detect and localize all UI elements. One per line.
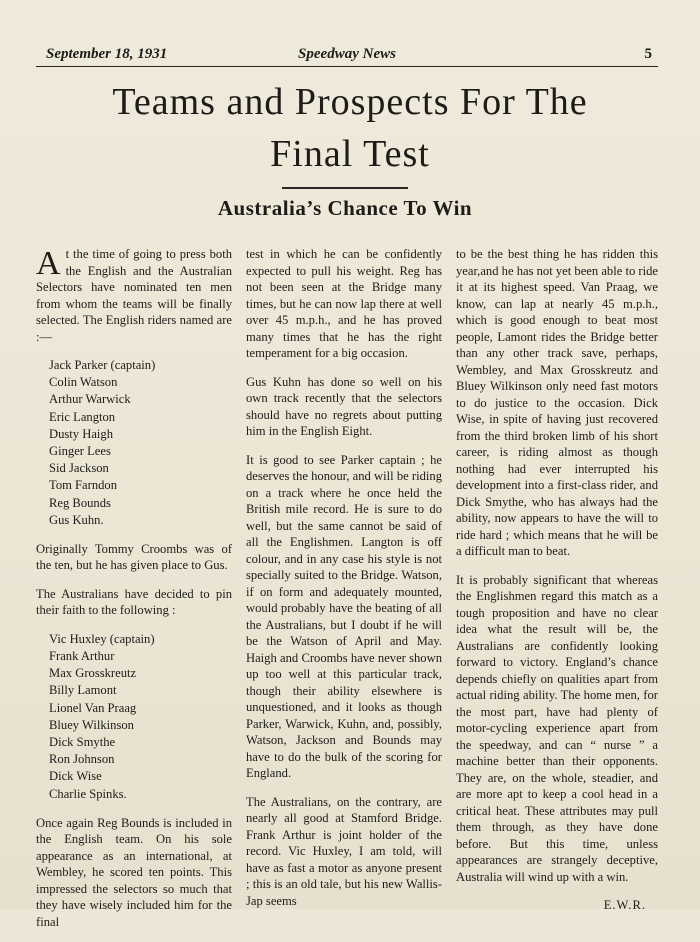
paragraph: The Australians have decided to pin their faith to the following : — [36, 586, 232, 618]
rider-name: Max Grosskreutz — [49, 666, 137, 681]
issue-date: September 18, 1931 — [46, 46, 168, 62]
rider-name: Gus Kuhn. — [49, 512, 104, 527]
title-divider — [282, 187, 408, 189]
rider-name: Billy Lamont — [49, 683, 117, 698]
rider-name: Dick Wise — [49, 769, 102, 784]
rider-name: Dusty Haigh — [49, 426, 114, 441]
rider-name: Tom Farndon — [49, 478, 118, 493]
article-title — [20, 76, 680, 180]
paragraph: It is good to see Parker captain ; he deserves the honour, and will be riding on a track where he once held the British mile record. He is sure to do well, but the same cannot be said of all the Englishmen. Langton is off colour, and in any case his style is not specially suited to the Bridge. Watson, if on form and adequately mounted, would probably have the beating of all the Australians, but I doubt if he will be the Watson of April and May. Haigh and Croombs have never shown up too well at this particular track, though their ability elsewhere is unquestioned, and it looks as though Parker, Warwick, Kuhn, and, possibly, Watson, Jackson and Bounds may have to do the bulk of the scoring for England. — [246, 452, 442, 780]
title-line-1: Teams and Prospects For The — [112, 81, 588, 123]
author-signature: E.W.R. — [603, 898, 646, 912]
rider-name: Ginger Lees — [49, 443, 111, 458]
paragraph: test in which he can be confidently expected to pull his weight. Reg has not been seen at the Bridge many times, but he can now lap there at well over 45 m.p.h., and he has proved many times that he has the right temperament for a big occasion. — [246, 247, 442, 360]
rider-name: Charlie Spinks. — [49, 786, 127, 801]
publication-name: Speedway News — [298, 46, 396, 62]
paragraph-intro — [36, 246, 232, 345]
column-3 — [456, 246, 658, 914]
rider-name: Reg Bounds — [49, 495, 111, 510]
paragraph: Originally Tommy Croombs was of the ten, but he has given place to Gus. — [36, 541, 232, 573]
column-2 — [246, 246, 442, 921]
rider-name: Frank Arthur — [49, 649, 115, 664]
rider-name: Colin Watson — [49, 375, 118, 390]
paragraph: It is probably significant that whereas the Englishmen regard this match as a tough proposition and have no clear idea what the result will be, the Australians are confidently looking forward to victory. England’s chance depends chiefly on qualities apart from actual riding ability. The home men, for the most part, have had plenty of motor-cycling experience apart from the speedway, and can “ nurse ” a machine better than their opponents. They are, on the whole, steadier, and are more apt to keep a cool head in a critical heat. These attributes may pull them through, as they have done before. But this time, unless appearances are strangely deceptive, Australia will wind up with a win. — [456, 572, 658, 884]
rider-name: Bluey Wilkinson — [49, 717, 134, 732]
rider-name: Sid Jackson — [49, 461, 109, 476]
article-subtitle: Australia’s Chance To Win — [217, 196, 473, 220]
rider-name: Lionel Van Praag — [49, 700, 137, 715]
title-line-2: Final Test — [270, 133, 430, 175]
paragraph: to be the best thing he has ridden this year,and he has not yet been able to ride it at its highest speed. Van Praag, we know, can lap at nearly 45 m.p.h., which is good enough to beat most people, Lamont rides the Bridge better than any other track save, perhaps, Wembley, and Max Grosskreutz and Bluey Wilkinson only need fast motors to do justice to the occasion. Dick Wise, in spite of having just recovered from the third broken limb of his short career, is riding almost as though nothing had ever interrupted his development into a first-class rider, and Dick Smythe, who has always had the ability, now appears to have the will to ride hard ; which means that he will be a difficult man to beat. — [456, 247, 658, 558]
paragraph-intro-text: t the time of going to press both the English and the Australian Selectors have nominated ten men from whom the teams will be finally selected. The English riders named are :— — [36, 247, 232, 344]
rider-name: Vic Huxley (captain) — [49, 631, 155, 646]
rider-name: Jack Parker (captain) — [49, 358, 156, 372]
rider-name: Arthur Warwick — [49, 392, 131, 407]
running-header — [36, 46, 658, 67]
australian-riders-list — [49, 631, 232, 803]
column-1 — [36, 246, 232, 942]
english-riders-list — [49, 357, 232, 529]
paragraph: Gus Kuhn has done so well on his own track recently that the selectors should have no regrets about putting him in the English Eight. — [246, 374, 442, 438]
paragraph: The Australians, on the contrary, are nearly all good at Stamford Bridge. Frank Arthur is joint holder of the record. Vic Huxley, I am told, will have as fast a motor as anyone present ; this is an old tale, but his new Wallis-Jap seems — [246, 794, 442, 908]
rider-name: Ron Johnson — [49, 752, 115, 767]
drop-cap: A — [36, 245, 61, 282]
rider-name: Dick Smythe — [49, 735, 116, 749]
rider-name: Eric Langton — [49, 409, 116, 424]
paragraph: Once again Reg Bounds is included in the English team. On his sole appearance as an international, at Wembley, he scored ten points. This impressed the selectors so much that they have wisely included him for the final — [36, 815, 232, 929]
page-number: 5 — [644, 46, 652, 62]
